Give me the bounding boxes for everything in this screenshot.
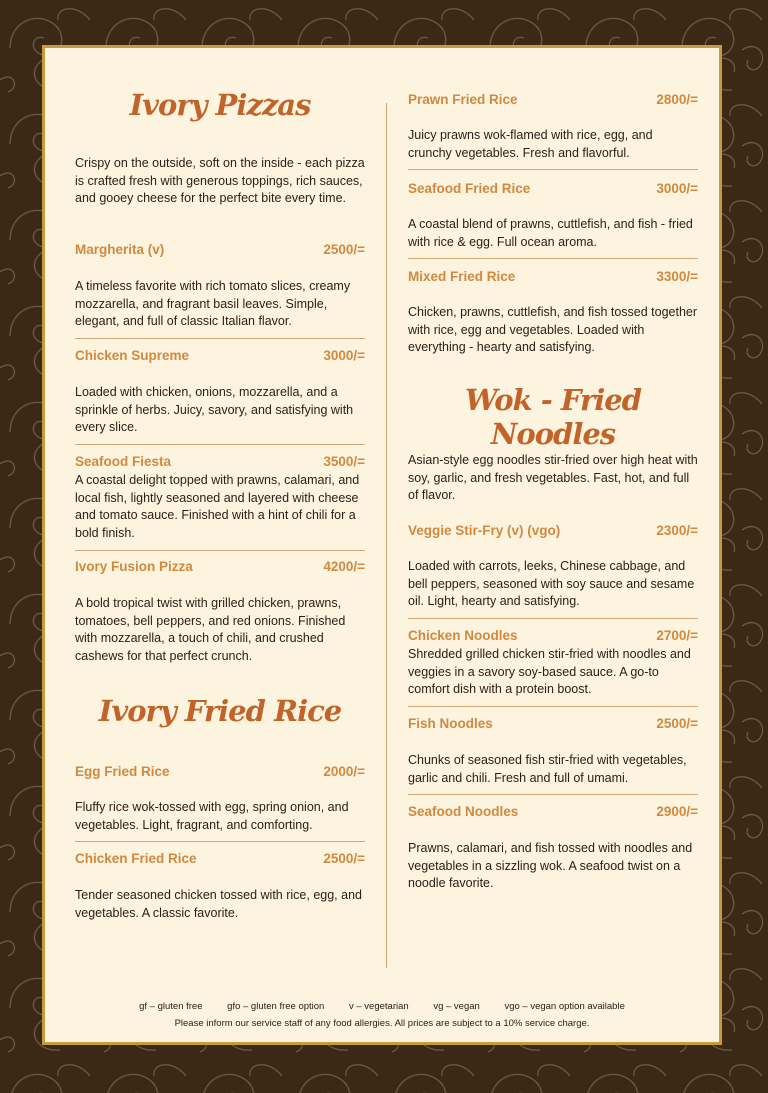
item-description: Loaded with carrots, leeks, Chinese cabbage, and bell peppers, seasoned with soy sauce and sesame oil. Light, hearty and satisfying.: [408, 559, 695, 608]
item-price: 4200/=: [323, 559, 365, 574]
item-separator: [408, 618, 698, 619]
menu-card: [42, 45, 722, 1045]
menu-item-chicken-supreme: [75, 348, 365, 363]
item-description: Chicken, prawns, cuttlefish, and fish tossed together with rice, egg and vegetables. Loaded with everything - hearty and satisfying.: [408, 305, 698, 354]
item-description: Fluffy rice wok-tossed with egg, spring onion, and vegetables. Light, fragrant, and comforting.: [75, 800, 349, 832]
pizzas-intro: Crispy on the outside, soft on the inside - each pizza is crafted fresh with generous toppings, rich sauces, and gooey cheese for the perfect bite every time.: [75, 156, 365, 205]
item-separator: [75, 444, 365, 445]
menu-item-chicken-fried-rice: [75, 851, 365, 866]
noodles-intro: Asian-style egg noodles stir-fried over high heat with soy, garlic, and fresh vegetables. Fast, hot, and full of flavor.: [408, 453, 698, 502]
item-price: 3300/=: [656, 269, 698, 284]
legend-item: gf – gluten free: [139, 1001, 203, 1012]
item-separator: [75, 338, 365, 339]
item-separator: [408, 706, 698, 707]
item-description: Prawns, calamari, and fish tossed with noodles and vegetables in a sizzling wok. A seafood twist on a noodle favorite.: [408, 841, 693, 890]
item-separator: [75, 550, 365, 551]
legend-item: vg – vegan: [433, 1001, 480, 1012]
menu-item-seafood-noodles: [408, 804, 698, 819]
legend-item: v – vegetarian: [348, 1001, 409, 1012]
item-name: Egg Fried Rice: [75, 764, 170, 779]
menu-item-veggie-stir-fry: [408, 523, 698, 538]
section-title-fried-rice: Ivory Fried Rice: [98, 694, 342, 728]
menu-item-mixed-fried-rice: [408, 269, 698, 284]
menu-item-seafood-fried-rice: [408, 181, 698, 196]
item-price: 2000/=: [323, 764, 365, 779]
item-price: 3500/=: [323, 454, 365, 469]
menu-item-seafood-fiesta: [75, 454, 365, 469]
item-separator: [75, 841, 365, 842]
item-price: 2800/=: [656, 92, 698, 107]
item-price: 2900/=: [656, 804, 698, 819]
menu-item-fish-noodles: [408, 716, 698, 731]
dietary-legend: [45, 1001, 719, 1012]
item-name: Chicken Supreme: [75, 348, 190, 363]
item-description: A bold tropical twist with grilled chicken, prawns, tomatoes, bell peppers, and red onions. Finished with mozzarella, a touch of chili, and crushed cashews for that perfect crunch.: [75, 596, 346, 663]
item-price: 3000/=: [323, 348, 365, 363]
item-name: Prawn Fried Rice: [408, 92, 518, 107]
item-name: Seafood Fiesta: [75, 454, 172, 469]
item-name: Seafood Noodles: [408, 804, 519, 819]
item-price: 2500/=: [323, 851, 365, 866]
menu-item-chicken-noodles: [408, 628, 698, 643]
item-description: Juicy prawns wok-flamed with rice, egg, and crunchy vegetables. Fresh and flavorful.: [408, 128, 653, 160]
item-name: Mixed Fried Rice: [408, 269, 516, 284]
item-name: Chicken Noodles: [408, 628, 518, 643]
section-title-pizzas: Ivory Pizzas: [129, 88, 311, 122]
menu-item-prawn-fried-rice: [408, 92, 698, 107]
item-name: Margherita (v): [75, 242, 165, 257]
item-description: Tender seasoned chicken tossed with rice, egg, and vegetables. A classic favorite.: [75, 888, 362, 920]
menu-item-margherita: [75, 242, 365, 257]
item-price: 2500/=: [323, 242, 365, 257]
item-name: Veggie Stir-Fry (v) (vgo): [408, 523, 561, 538]
item-separator: [408, 258, 698, 259]
item-description: A coastal delight topped with prawns, calamari, and local fish, lightly seasoned and layered with cheese and tomato sauce. Finished with a hint of chili for a bold finish.: [75, 473, 360, 540]
item-name: Chicken Fried Rice: [75, 851, 197, 866]
item-description: Chunks of seasoned fish stir-fried with vegetables, garlic and chili. Fresh and full of umami.: [408, 753, 687, 785]
legend-item: gfo – gluten free option: [227, 1001, 325, 1012]
item-description: A coastal blend of prawns, cuttlefish, and fish - fried with rice & egg. Full ocean aroma.: [408, 217, 693, 249]
section-title-noodles: Wok - Fried Noodles: [465, 383, 641, 451]
item-price: 2300/=: [656, 523, 698, 538]
item-name: Seafood Fried Rice: [408, 181, 531, 196]
item-separator: [408, 794, 698, 795]
legend-item: vgo – vegan option available: [504, 1001, 625, 1012]
item-name: Fish Noodles: [408, 716, 493, 731]
item-price: 3000/=: [656, 181, 698, 196]
item-separator: [408, 169, 698, 170]
allergy-service-note: Please inform our service staff of any food allergies. All prices are subject to a 10% service charge.: [174, 1018, 590, 1029]
item-name: Ivory Fusion Pizza: [75, 559, 193, 574]
item-description: Shredded grilled chicken stir-fried with noodles and veggies in a savory soy-based sauce. A go-to comfort dish with a protein boost.: [408, 647, 691, 696]
column-divider: [386, 103, 387, 968]
item-price: 2700/=: [656, 628, 698, 643]
menu-item-ivory-fusion-pizza: [75, 559, 365, 574]
item-price: 2500/=: [656, 716, 698, 731]
item-description: A timeless favorite with rich tomato slices, creamy mozzarella, and fragrant basil leaves. Simple, elegant, and full of classic Italian flavor.: [75, 279, 351, 328]
menu-item-egg-fried-rice: [75, 764, 365, 779]
item-description: Loaded with chicken, onions, mozzarella, and a sprinkle of herbs. Juicy, savory, and satisfying with every slice.: [75, 385, 354, 434]
